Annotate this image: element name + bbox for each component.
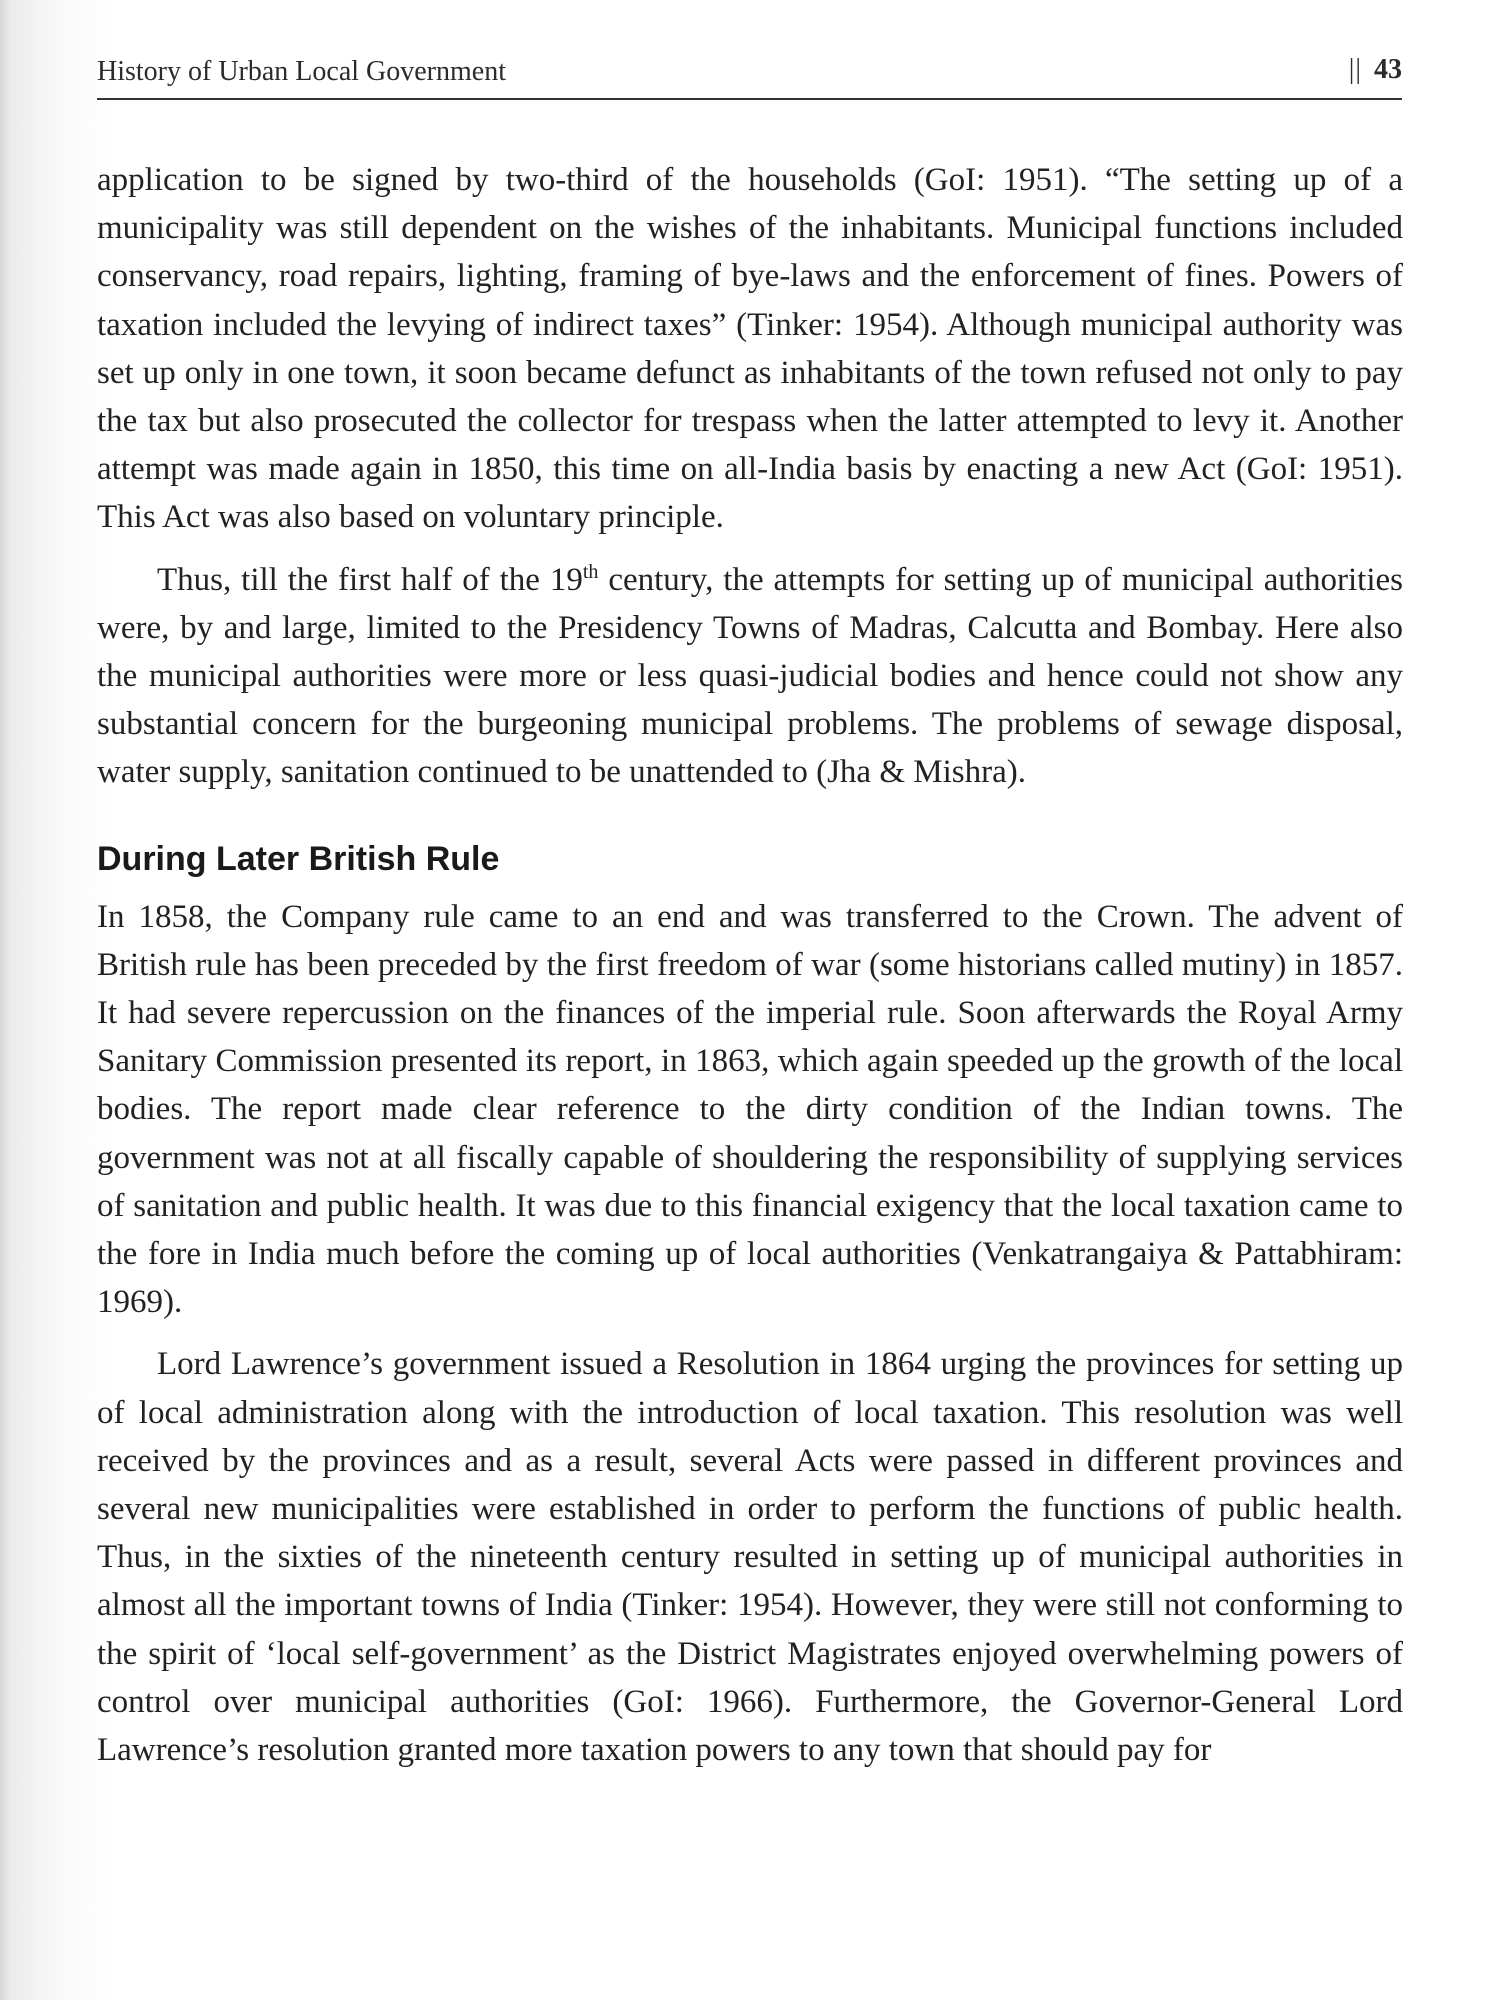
page-binding-edge — [0, 0, 12, 2000]
page-number-block — [1349, 54, 1402, 86]
paragraph-text-part: Thus, till the first half of the 19 — [157, 561, 583, 598]
paragraph-continued: application to be signed by two-third of the households (GoI: 1951). “The setting up of a municipality was still dependent on the wishes of the inhabitants. Municipal functions included conservancy, road repairs, lighting, framing of bye-laws and the enforcement of fines. Powers of taxation included the levying of indirect taxes” (Tinker: 1954). Although municipal authority was set up only in one town, it soon became defunct as inhabitants of the town refused not only to pay the tax but also prosecuted the collector for trespass when the latter attempted to levy it. Another attempt was made again in 1850, this time on all-India basis by enacting a new Act (GoI: 1951). This Act was also based on voluntary principle. — [97, 162, 1403, 536]
running-header — [97, 54, 1402, 100]
paragraph-company-rule: In 1858, the Company rule came to an end and was transferred to the Crown. The advent of British rule has been preceded by the first freedom of war (some historians called mutiny) in 1857. It had severe repercussion on the finances of the imperial rule. Soon afterwards the Royal Army Sanitary Commission presented its report, in 1863, which again speeded up the growth of the local bodies. The report made clear reference to the dirty condition of the Indian towns. The government was not at all fiscally capable of shouldering the responsibility of supplying services of sanitation and public health. It was due to this financial exigency that the local taxation came to the fore in India much before the coming up of local authorities (Venkatrangaiya & Pattabhiram: 1969). — [97, 898, 1403, 1321]
superscript-th: th — [582, 560, 599, 583]
paragraph-text-part: century, the attempts for setting up of municipal authorities were, by and large, limited to the Presidency Towns of Madras, Calcutta and Bombay. Here also the municipal authorities were more or less quasi-judicial bodies and hence could not show any substantial concern for the burgeoning municipal problems. The problems of sewage disposal, water supply, sanitation continued to be unattended to (Jha & Mishra). — [97, 561, 1403, 791]
paragraph-presidency-towns — [97, 556, 1403, 797]
page-number-separator: || — [1348, 54, 1362, 85]
body-text — [97, 156, 1403, 1788]
page-number: 43 — [1374, 54, 1402, 85]
paragraph-lord-lawrence: Lord Lawrence’s government issued a Resolution in 1864 urging the provinces for setting up of local administration along with the introduction of local taxation. This resolution was well received by the provinces and as a result, several Acts were passed in different provinces and several new municipalities were established in order to perform the functions of public health. Thus, in the sixties of the nineteenth century resulted in setting up of municipal authorities in almost all the important towns of India (Tinker: 1954). However, they were still not conforming to the spirit of ‘local self-government’ as the District Magistrates enjoyed overwhelming powers of control over municipal authorities (GoI: 1966). Furthermore, the Governor-General Lord Lawrence’s resolution granted more taxation powers to any town that should pay for — [97, 1346, 1403, 1769]
section-heading: During Later British Rule — [97, 839, 500, 878]
running-title: History of Urban Local Government — [97, 56, 506, 87]
